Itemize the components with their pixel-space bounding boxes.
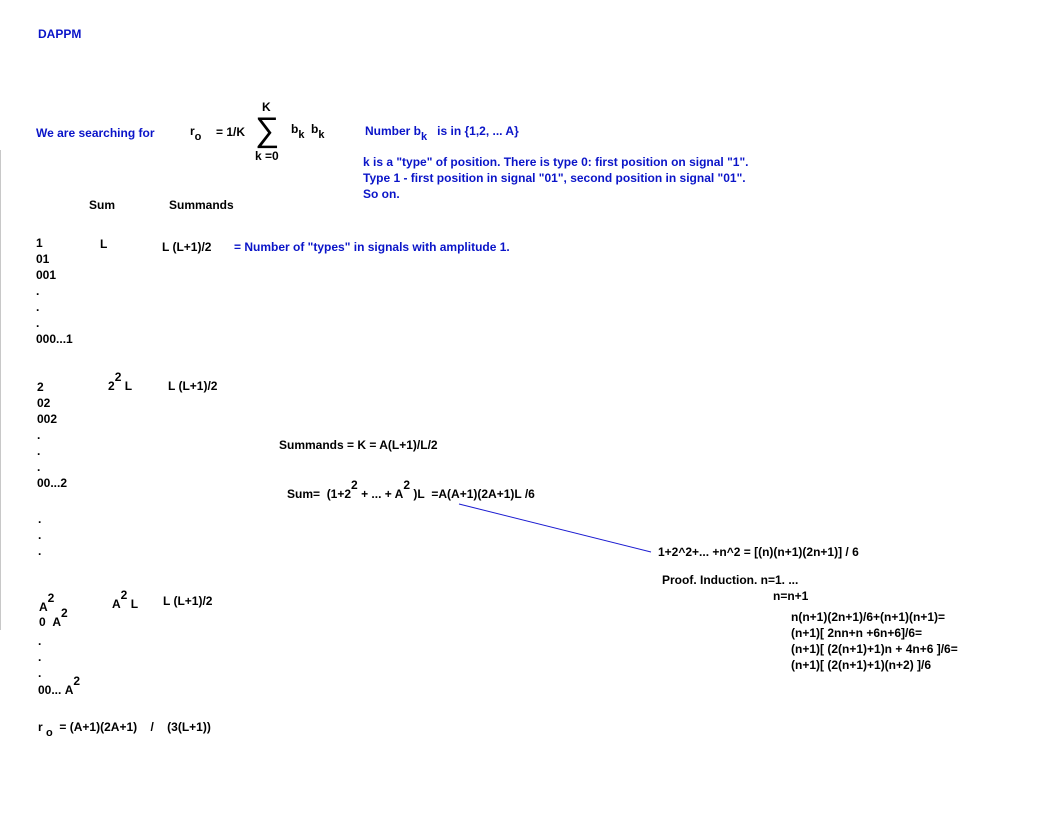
proof-title: Proof. Induction. n=1. ...: [662, 573, 799, 587]
block3-line-1: A2: [39, 591, 55, 614]
search-lead: We are searching for: [36, 126, 155, 140]
block1-line: 001: [36, 268, 57, 282]
block1-line: 1: [36, 236, 43, 250]
block3-last-line: 00... A2: [38, 674, 81, 697]
block3-dot: .: [38, 666, 42, 680]
type-note-2: Type 1 - first position in signal "01", second position in signal "01".: [363, 171, 746, 185]
block1-line: .: [36, 300, 40, 314]
block1-line: 01: [36, 252, 50, 266]
mid-dot: .: [38, 528, 42, 542]
block3-dot: .: [38, 650, 42, 664]
b-k-first: bk: [291, 122, 305, 141]
block1-note: = Number of "types" in signals with amplitude 1.: [234, 240, 510, 254]
block2-sum: 22 L: [108, 370, 133, 393]
block3-dot: .: [38, 634, 42, 648]
block1-line: .: [36, 316, 40, 330]
proof-line: n(n+1)(2n+1)/6+(n+1)(n+1)=: [791, 610, 946, 624]
sum-equation: Sum= (1+22 + ... + A2 )L =A(A+1)(2A+1)L /6: [287, 478, 535, 501]
sum-of-squares-formula: 1+2^2+... +n^2 = [(n)(n+1)(2n+1)] / 6: [658, 545, 859, 559]
block2-summands: L (L+1)/2: [168, 379, 218, 393]
sigma-icon: ∑: [255, 111, 280, 149]
b-k-second: bk: [311, 122, 325, 141]
type-note-1: k is a "type" of position. There is type 0: first position on signal "1".: [363, 155, 749, 169]
block2-line: 02: [37, 396, 51, 410]
header-sum: Sum: [89, 198, 116, 212]
header-summands: Summands: [169, 198, 234, 212]
block1-sum: L: [100, 237, 108, 251]
r-symbol: ro: [190, 124, 202, 143]
block1-line: 000...1: [36, 332, 73, 346]
mid-dot: .: [38, 512, 42, 526]
mid-dot: .: [38, 544, 42, 558]
block3-sum: A2 L: [112, 588, 139, 611]
block2-line: 00...2: [37, 476, 68, 490]
proof-line: (n+1)[ (2(n+1)+1)(n+2) ]/6: [791, 658, 932, 672]
summands-equation: Summands = K = A(L+1)/L/2: [279, 438, 438, 452]
result-equation: r o = (A+1)(2A+1) / (3(L+1)): [38, 720, 211, 739]
number-bk-note: Number bk is in {1,2, ... A}: [365, 124, 519, 143]
block1-summands: L (L+1)/2: [162, 240, 212, 254]
proof-line: (n+1)[ 2nn+n +6n+6]/6=: [791, 626, 923, 640]
proof-step: n=n+1: [773, 589, 809, 603]
sum-lower-limit: k =0: [255, 149, 279, 163]
block2-line: .: [37, 460, 41, 474]
block1-line: .: [36, 284, 40, 298]
type-note-3: So on.: [363, 187, 400, 201]
proof-line: (n+1)[ (2(n+1)+1)n + 4n+6 ]/6=: [791, 642, 958, 656]
block3-line-2: 0 A2: [39, 606, 68, 629]
block3-summands: L (L+1)/2: [163, 594, 213, 608]
sum-upper-limit: K: [262, 100, 271, 114]
block2-line: 2: [37, 380, 44, 394]
one-over-k: = 1/K: [216, 125, 246, 139]
block2-line: .: [37, 428, 41, 442]
page-title: DAPPM: [38, 27, 82, 41]
block2-line: 002: [37, 412, 58, 426]
block2-line: .: [37, 444, 41, 458]
